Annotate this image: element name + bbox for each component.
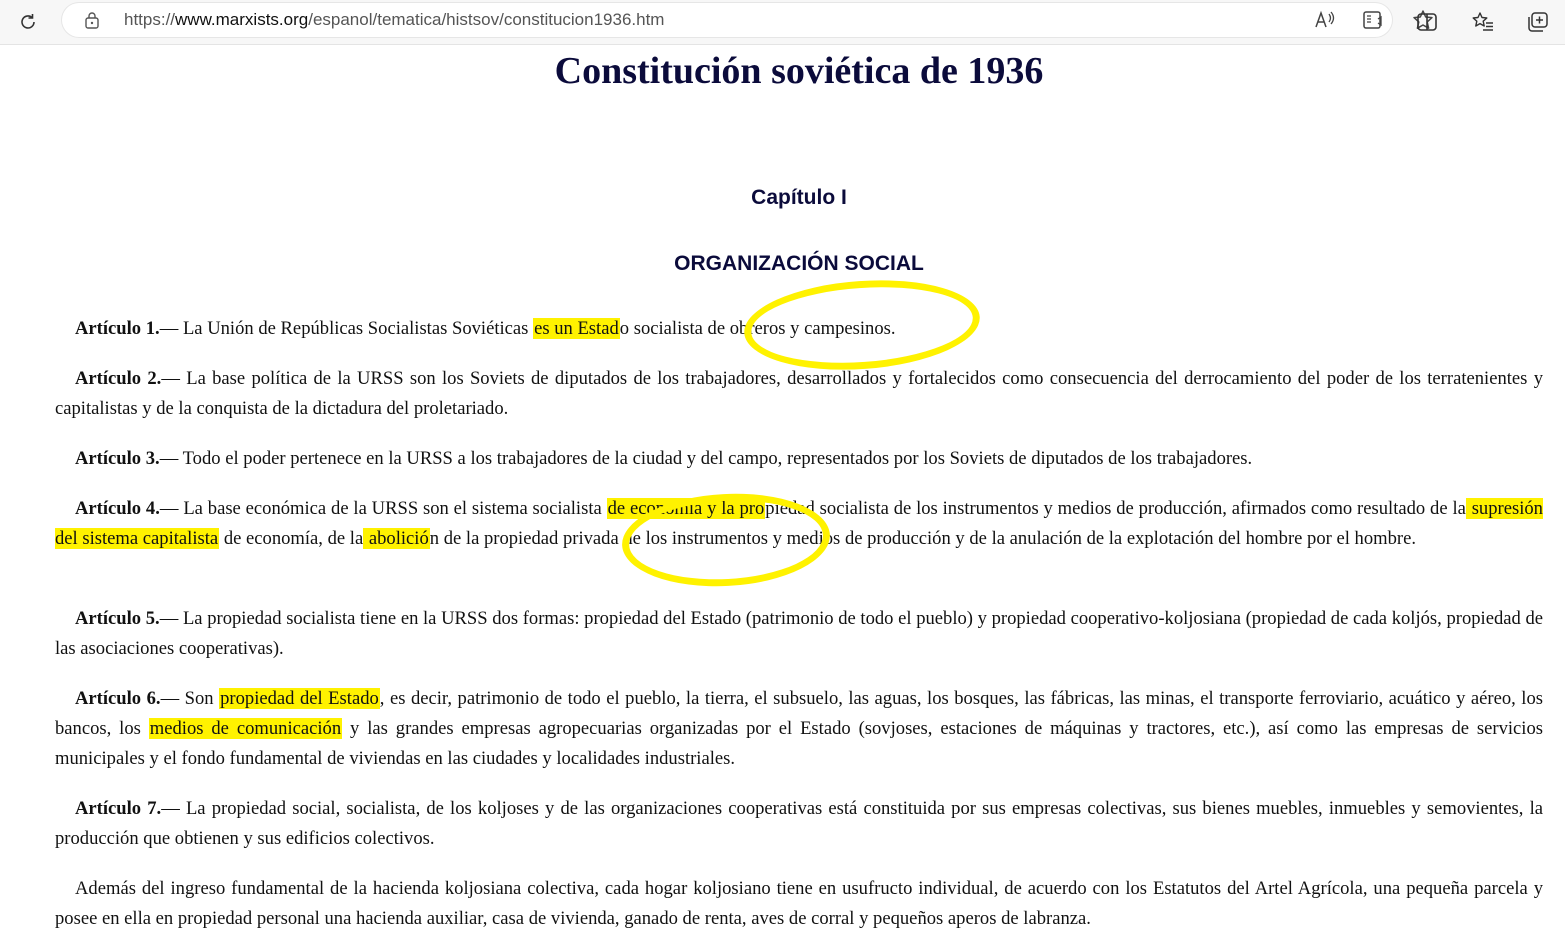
article-text: o socialista de obreros y campesinos. — [619, 318, 896, 339]
article-3 — [55, 444, 1543, 474]
url-path: /espanol/tematica/histsov/constitucion1936.htm — [308, 10, 665, 29]
highlight: medios de comunicación — [149, 718, 342, 739]
highlight: de economía y la pro — [607, 498, 765, 519]
article-2 — [55, 364, 1543, 424]
article-text: Además del ingreso fundamental de la hacienda koljosiana colectiva, cada hogar koljosiano tiene en usufructo individual, de acuerdo con los Estatutos del Artel Agrícola, una pequeña parcela y posee en ella en propiedad personal una hacienda auxiliar, casa de vivienda, ganado de renta, aves de corral y pequeños aperos de labranza. — [55, 878, 1543, 929]
article-text: — La Unión de Repúblicas Socialistas Soviéticas — [159, 318, 534, 339]
collections-icon — [1526, 11, 1550, 33]
article-number: Artículo 1. — [75, 318, 160, 339]
article-text: — La propiedad social, socialista, de los koljoses y de las organizaciones cooperativas está constituida por sus empresas colectivas, sus bienes muebles, inmuebles y semovientes, la producción que obtienen y sus edificios colectivos. — [55, 798, 1543, 849]
article-text: , es decir, patrimonio de todo el pueblo, la tierra, el subsuelo, las aguas, los bosques, las fábricas, las minas, el transporte ferroviario, acuático y aéreo, los bancos, los — [55, 688, 1543, 739]
address-bar[interactable] — [62, 3, 1392, 37]
article-number: Artículo 2. — [75, 368, 162, 389]
url-domain: www.marxists.org — [175, 10, 309, 29]
split-screen-button[interactable] — [1412, 7, 1442, 37]
article-text: — La base política de la URSS son los Soviets de diputados de los trabajadores, desarrollados y fortalecidos como consecuencia del derrocamiento del poder de los terratenientes y capitalistas y de la conquista de la dictadura del proletariado. — [55, 368, 1543, 419]
section-title: ORGANIZACIÓN SOCIAL — [674, 252, 924, 275]
article-7-paragraph-2 — [55, 874, 1543, 934]
immersive-reader-button[interactable] — [1359, 5, 1389, 35]
highlight: abolició — [364, 528, 429, 549]
article-number: Artículo 3. — [75, 448, 160, 469]
read-aloud-icon — [1314, 10, 1336, 30]
collections-button[interactable] — [1523, 7, 1553, 37]
lock-icon[interactable] — [84, 11, 100, 34]
article-text: de economía, de la — [219, 528, 364, 549]
chapter-title: Capítulo I — [751, 186, 847, 209]
reload-icon — [18, 12, 38, 32]
article-text: — La base económica de la URSS son el sistema socialista — [159, 498, 607, 519]
highlight: supresión del sistema capitalista — [55, 498, 1543, 549]
url-text[interactable] — [124, 10, 664, 30]
article-number: Artículo 4. — [75, 498, 160, 519]
article-text: — Son — [160, 688, 220, 709]
article-6 — [55, 684, 1543, 774]
favorites-list-icon — [1471, 11, 1495, 33]
browser-toolbar — [0, 0, 1565, 45]
article-number: Artículo 6. — [75, 688, 161, 709]
highlight: es un Estad — [534, 318, 619, 339]
article-text: — La propiedad socialista tiene en la URSS dos formas: propiedad del Estado (patrimonio de todo el pueblo) y propiedad cooperativo-koljosiana (propiedad de cada koljós, propiedad de las asociaciones cooperativas). — [55, 608, 1544, 659]
reload-button[interactable] — [13, 7, 43, 37]
split-screen-icon — [1416, 12, 1438, 32]
article-text: — Todo el poder pertenece en la URSS a los trabajadores de la ciudad y del campo, representados por los Soviets de diputados de los trabajadores. — [159, 448, 1253, 469]
article-text: n de la propiedad privada de los instrumentos y medios de producción y de la anulación de la explotación del hombre por el hombre. — [429, 528, 1416, 549]
favorites-button[interactable] — [1468, 7, 1498, 37]
article-7 — [55, 794, 1543, 854]
page-title: Constitución soviética de 1936 — [554, 50, 1044, 92]
article-text: y las grandes empresas agropecuarias organizadas por el Estado (sovjoses, estaciones de máquinas y tractores, etc.), así como las empresas de servicios municipales y el fondo fundamental de viviendas en las ciudades y localidades industriales. — [55, 718, 1543, 769]
article-4 — [55, 494, 1543, 554]
article-5 — [55, 604, 1543, 664]
immersive-reader-icon — [1362, 10, 1386, 30]
article-number: Artículo 7. — [75, 798, 162, 819]
article-1 — [55, 314, 1543, 344]
article-number: Artículo 5. — [75, 608, 160, 629]
read-aloud-button[interactable] — [1310, 5, 1340, 35]
url-prefix: https:// — [124, 10, 176, 29]
article-text: piedad socialista de los instrumentos y medios de producción, afirmados como resultado de la — [765, 498, 1466, 519]
highlight: propiedad del Estado — [220, 688, 379, 709]
